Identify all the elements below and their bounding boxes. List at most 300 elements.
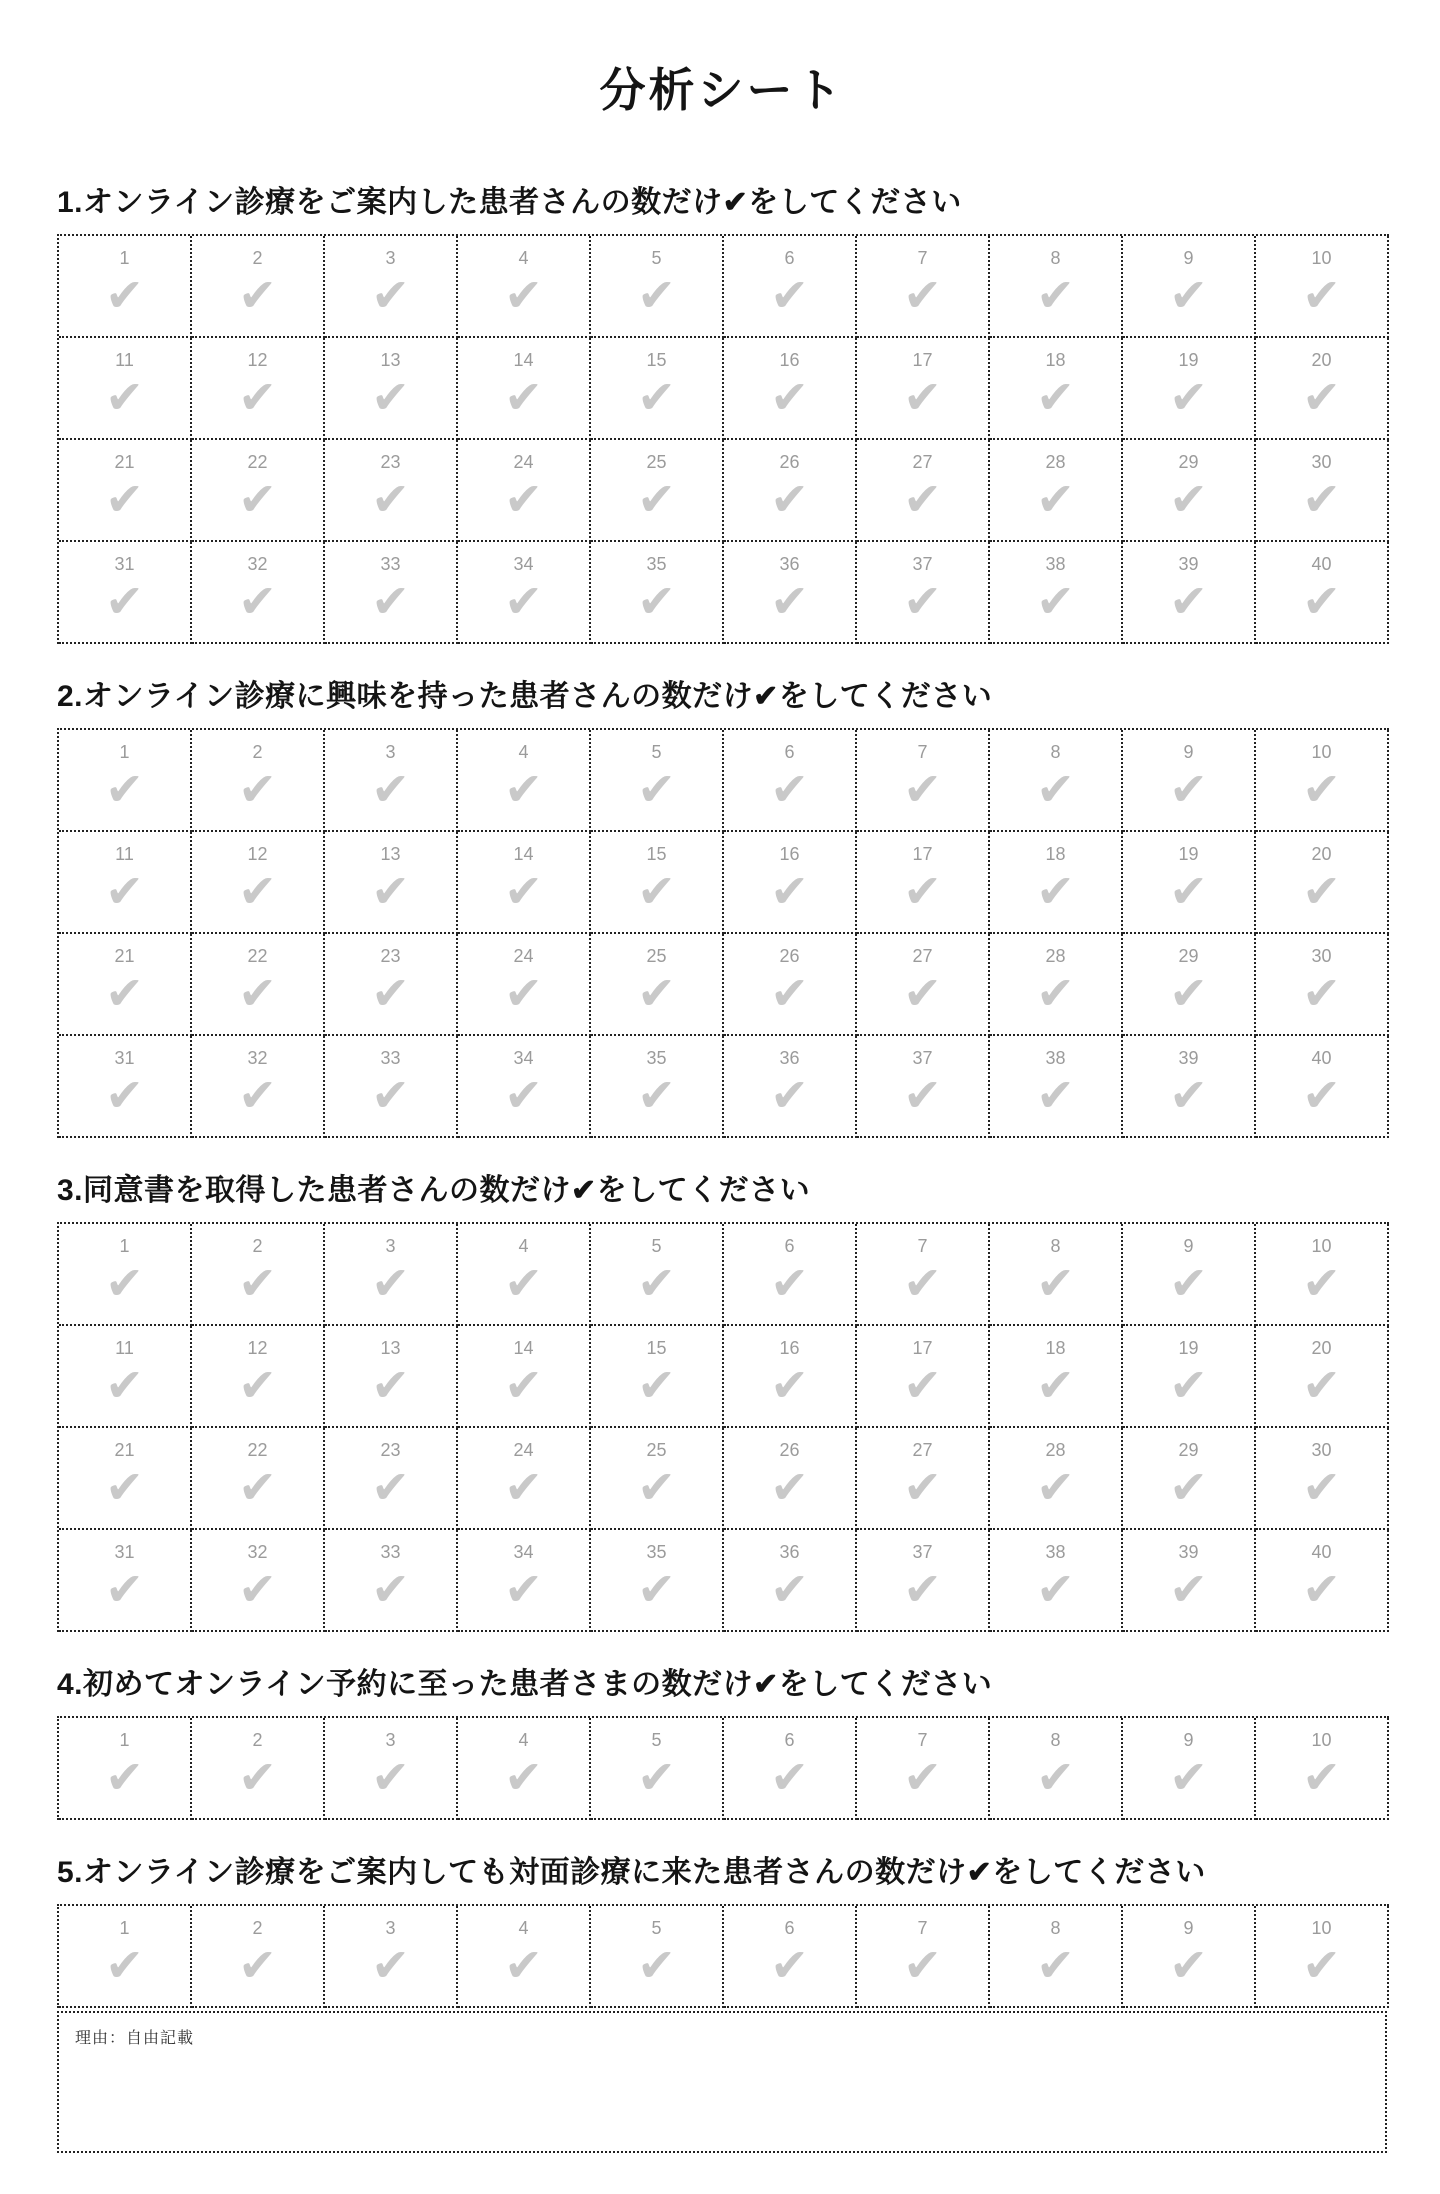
s2-check-cell-14[interactable] [458,832,591,934]
check-icon: ✔ [371,1257,410,1309]
s1-check-cell-24[interactable] [458,440,591,542]
s1-check-cell-19[interactable] [1123,338,1256,440]
cell-number: 9 [1183,1730,1194,1750]
s1-check-cell-23[interactable] [325,440,458,542]
cell-number: 16 [779,844,800,864]
s2-check-cell-19[interactable] [1123,832,1256,934]
cell-number: 13 [380,844,401,864]
s3-check-cell-19[interactable] [1123,1326,1256,1428]
check-icon: ✔ [903,1563,942,1615]
s3-check-cell-33[interactable] [325,1530,458,1632]
s2-check-cell-10[interactable] [1256,730,1389,832]
s2-check-cell-22[interactable] [192,934,325,1036]
cell-number: 27 [912,452,933,472]
s1-check-cell-20[interactable] [1256,338,1389,440]
s2-check-cell-27[interactable] [857,934,990,1036]
s1-check-cell-29[interactable] [1123,440,1256,542]
s1-check-cell-37[interactable] [857,542,990,644]
cell-number: 35 [646,1542,667,1562]
s3-check-cell-30[interactable] [1256,1428,1389,1530]
check-icon: ✔ [504,967,543,1019]
s1-check-cell-36[interactable] [724,542,857,644]
check-icon: ✔ [238,1563,277,1615]
cell-number: 7 [917,742,928,762]
check-icon: ✔ [637,967,676,1019]
s3-check-cell-11[interactable] [59,1326,192,1428]
cell-number: 8 [1050,742,1061,762]
cell-number: 22 [247,946,268,966]
cell-number: 12 [247,844,268,864]
check-icon: ✔ [770,1359,809,1411]
s1-check-cell-9[interactable] [1123,236,1256,338]
s1-check-cell-21[interactable] [59,440,192,542]
cell-number: 3 [385,742,396,762]
cell-number: 2 [252,1918,263,1938]
check-icon: ✔ [1302,473,1341,525]
cell-number: 28 [1045,946,1066,966]
cell-number: 17 [912,350,933,370]
s4-check-cell-3[interactable] [325,1718,458,1820]
page-title: 分析シート [599,64,845,116]
s1-check-cell-6[interactable] [724,236,857,338]
section-3 [57,1172,1387,1632]
cell-number: 1 [119,1730,130,1750]
s1-check-cell-32[interactable] [192,542,325,644]
s3-check-cell-35[interactable] [591,1530,724,1632]
check-icon: ✔ [1169,269,1208,321]
check-icon: ✔ [238,473,277,525]
s4-check-cell-6[interactable] [724,1718,857,1820]
s3-check-cell-22[interactable] [192,1428,325,1530]
s5-check-cell-2[interactable] [192,1906,325,2008]
check-icon: ✔ [903,473,942,525]
s2-check-cell-5[interactable] [591,730,724,832]
check-icon: ✔ [903,1461,942,1513]
cell-number: 40 [1311,1542,1332,1562]
check-icon: ✔ [105,1257,144,1309]
check-icon: ✔ [637,763,676,815]
check-icon: ✔ [371,1461,410,1513]
s1-check-cell-13[interactable] [325,338,458,440]
s2-check-cell-38[interactable] [990,1036,1123,1138]
check-icon: ✔ [770,1069,809,1121]
check-icon: ✔ [504,1069,543,1121]
s2-check-cell-40[interactable] [1256,1036,1389,1138]
s1-check-cell-31[interactable] [59,542,192,644]
s2-check-cell-31[interactable] [59,1036,192,1138]
check-icon: ✔ [504,865,543,917]
s1-check-cell-25[interactable] [591,440,724,542]
check-icon: ✔ [637,269,676,321]
cell-number: 15 [646,350,667,370]
s5-check-cell-1[interactable] [59,1906,192,2008]
cell-number: 40 [1311,1048,1332,1068]
cell-number: 35 [646,554,667,574]
s2-check-cell-30[interactable] [1256,934,1389,1036]
check-icon: ✔ [903,967,942,1019]
s1-check-cell-30[interactable] [1256,440,1389,542]
s1-check-cell-7[interactable] [857,236,990,338]
s2-check-cell-6[interactable] [724,730,857,832]
cell-number: 39 [1178,1048,1199,1068]
check-icon: ✔ [105,371,144,423]
check-icon: ✔ [1169,1069,1208,1121]
check-icon: ✔ [504,269,543,321]
s3-check-cell-2[interactable] [192,1224,325,1326]
check-icon: ✔ [371,1939,410,1991]
check-icon: ✔ [1302,1359,1341,1411]
cell-number: 6 [784,742,795,762]
s1-check-cell-28[interactable] [990,440,1123,542]
cell-number: 30 [1311,452,1332,472]
check-icon: ✔ [770,1751,809,1803]
check-icon: ✔ [1302,371,1341,423]
s5-check-cell-10[interactable] [1256,1906,1389,2008]
s2-check-cell-36[interactable] [724,1036,857,1138]
s5-check-cell-7[interactable] [857,1906,990,2008]
s1-check-cell-16[interactable] [724,338,857,440]
s4-check-cell-4[interactable] [458,1718,591,1820]
cell-number: 14 [513,1338,534,1358]
s3-check-cell-39[interactable] [1123,1530,1256,1632]
s1-check-cell-15[interactable] [591,338,724,440]
check-icon: ✔ [770,269,809,321]
cell-number: 3 [385,1918,396,1938]
s3-check-cell-8[interactable] [990,1224,1123,1326]
s1-check-cell-3[interactable] [325,236,458,338]
s2-check-cell-1[interactable] [59,730,192,832]
cell-number: 2 [252,1236,263,1256]
s1-check-cell-26[interactable] [724,440,857,542]
cell-number: 25 [646,1440,667,1460]
check-icon: ✔ [371,967,410,1019]
cell-number: 7 [917,1730,928,1750]
s3-check-cell-12[interactable] [192,1326,325,1428]
check-icon: ✔ [903,865,942,917]
s2-check-cell-8[interactable] [990,730,1123,832]
check-icon: ✔ [238,967,277,1019]
s2-check-cell-18[interactable] [990,832,1123,934]
cell-number: 12 [247,350,268,370]
cell-number: 11 [115,350,134,370]
s1-check-cell-4[interactable] [458,236,591,338]
check-icon: ✔ [504,1751,543,1803]
s2-check-cell-24[interactable] [458,934,591,1036]
s3-check-cell-25[interactable] [591,1428,724,1530]
s3-check-cell-3[interactable] [325,1224,458,1326]
cell-number: 24 [513,452,534,472]
s3-check-cell-4[interactable] [458,1224,591,1326]
cell-number: 31 [114,554,135,574]
check-icon: ✔ [105,1751,144,1803]
s2-check-cell-7[interactable] [857,730,990,832]
s2-check-cell-32[interactable] [192,1036,325,1138]
s1-check-cell-11[interactable] [59,338,192,440]
s1-check-cell-40[interactable] [1256,542,1389,644]
s2-check-cell-3[interactable] [325,730,458,832]
s2-check-cell-26[interactable] [724,934,857,1036]
s1-check-cell-10[interactable] [1256,236,1389,338]
s4-check-cell-10[interactable] [1256,1718,1389,1820]
check-icon: ✔ [238,763,277,815]
s2-check-cell-11[interactable] [59,832,192,934]
cell-number: 5 [651,1730,662,1750]
s1-check-cell-1[interactable] [59,236,192,338]
check-icon: ✔ [903,1069,942,1121]
s3-check-cell-38[interactable] [990,1530,1123,1632]
s2-check-cell-16[interactable] [724,832,857,934]
check-icon: ✔ [105,269,144,321]
section-4-heading: 4.初めてオンライン予約に至った患者さまの数だけ✔をしてください [57,1668,993,1701]
check-icon: ✔ [1302,575,1341,627]
s2-check-cell-9[interactable] [1123,730,1256,832]
s1-check-cell-5[interactable] [591,236,724,338]
s3-check-cell-13[interactable] [325,1326,458,1428]
cell-number: 37 [912,1542,933,1562]
s2-check-cell-20[interactable] [1256,832,1389,934]
s3-check-cell-31[interactable] [59,1530,192,1632]
cell-number: 12 [247,1338,268,1358]
cell-number: 33 [380,554,401,574]
s1-check-cell-17[interactable] [857,338,990,440]
check-icon: ✔ [1169,1257,1208,1309]
s3-check-cell-21[interactable] [59,1428,192,1530]
cell-number: 5 [651,248,662,268]
s3-check-cell-26[interactable] [724,1428,857,1530]
section-1-heading: 1.オンライン診療をご案内した患者さんの数だけ✔をしてください [57,186,962,219]
s5-check-cell-6[interactable] [724,1906,857,2008]
s3-check-cell-1[interactable] [59,1224,192,1326]
cell-number: 1 [119,248,130,268]
check-icon: ✔ [238,1939,277,1991]
s4-check-cell-1[interactable] [59,1718,192,1820]
s3-check-cell-28[interactable] [990,1428,1123,1530]
section-5-check-grid [57,1904,1389,2008]
s5-check-cell-8[interactable] [990,1906,1123,2008]
check-icon: ✔ [504,763,543,815]
cell-number: 39 [1178,554,1199,574]
check-icon: ✔ [1036,967,1075,1019]
s3-check-cell-36[interactable] [724,1530,857,1632]
s1-check-cell-12[interactable] [192,338,325,440]
cell-number: 36 [779,554,800,574]
cell-number: 14 [513,844,534,864]
cell-number: 29 [1178,946,1199,966]
s1-check-cell-27[interactable] [857,440,990,542]
s2-check-cell-34[interactable] [458,1036,591,1138]
s2-check-cell-28[interactable] [990,934,1123,1036]
check-icon: ✔ [1169,1751,1208,1803]
section-3-heading: 3.同意書を取得した患者さんの数だけ✔をしてください [57,1174,811,1207]
check-icon: ✔ [504,1939,543,1991]
cell-number: 4 [518,1236,529,1256]
cell-number: 24 [513,1440,534,1460]
s3-check-cell-34[interactable] [458,1530,591,1632]
cell-number: 8 [1050,1730,1061,1750]
check-icon: ✔ [371,575,410,627]
check-icon: ✔ [238,371,277,423]
check-icon: ✔ [238,269,277,321]
section-2 [57,678,1387,1138]
s3-check-cell-18[interactable] [990,1326,1123,1428]
s4-check-cell-5[interactable] [591,1718,724,1820]
s3-check-cell-6[interactable] [724,1224,857,1326]
s2-check-cell-29[interactable] [1123,934,1256,1036]
check-icon: ✔ [637,1069,676,1121]
s3-check-cell-10[interactable] [1256,1224,1389,1326]
check-icon: ✔ [1036,575,1075,627]
s2-check-cell-37[interactable] [857,1036,990,1138]
check-icon: ✔ [1302,1461,1341,1513]
s2-check-cell-39[interactable] [1123,1036,1256,1138]
s2-check-cell-23[interactable] [325,934,458,1036]
check-icon: ✔ [371,1563,410,1615]
s2-check-cell-12[interactable] [192,832,325,934]
cell-number: 38 [1045,1048,1066,1068]
section-1-check-grid [57,234,1389,644]
s1-check-cell-35[interactable] [591,542,724,644]
s3-check-cell-7[interactable] [857,1224,990,1326]
check-icon: ✔ [105,1461,144,1513]
s1-check-cell-33[interactable] [325,542,458,644]
check-icon: ✔ [105,967,144,1019]
s2-check-cell-17[interactable] [857,832,990,934]
check-icon: ✔ [1302,1069,1341,1121]
cell-number: 16 [779,1338,800,1358]
check-icon: ✔ [637,1461,676,1513]
cell-number: 10 [1311,1918,1332,1938]
check-icon: ✔ [105,1939,144,1991]
s2-check-cell-33[interactable] [325,1036,458,1138]
check-icon: ✔ [105,473,144,525]
s3-check-cell-23[interactable] [325,1428,458,1530]
check-icon: ✔ [1302,1939,1341,1991]
s4-check-cell-2[interactable] [192,1718,325,1820]
check-icon: ✔ [770,1257,809,1309]
check-icon: ✔ [1169,575,1208,627]
cell-number: 8 [1050,1236,1061,1256]
check-icon: ✔ [770,1939,809,1991]
check-icon: ✔ [903,1751,942,1803]
check-icon: ✔ [1169,1359,1208,1411]
s2-check-cell-25[interactable] [591,934,724,1036]
check-icon: ✔ [105,1563,144,1615]
cell-number: 32 [247,554,268,574]
cell-number: 20 [1311,844,1332,864]
check-icon: ✔ [105,865,144,917]
check-icon: ✔ [1036,269,1075,321]
check-icon: ✔ [637,1751,676,1803]
s3-check-cell-16[interactable] [724,1326,857,1428]
cell-number: 5 [651,1918,662,1938]
s1-check-cell-18[interactable] [990,338,1123,440]
cell-number: 3 [385,248,396,268]
cell-number: 19 [1178,1338,1199,1358]
cell-number: 30 [1311,1440,1332,1460]
check-icon: ✔ [1036,763,1075,815]
cell-number: 35 [646,1048,667,1068]
cell-number: 24 [513,946,534,966]
check-icon: ✔ [903,371,942,423]
s2-check-cell-13[interactable] [325,832,458,934]
s5-check-cell-9[interactable] [1123,1906,1256,2008]
s2-check-cell-2[interactable] [192,730,325,832]
s1-check-cell-34[interactable] [458,542,591,644]
s1-check-cell-39[interactable] [1123,542,1256,644]
check-icon: ✔ [903,1359,942,1411]
s1-check-cell-22[interactable] [192,440,325,542]
s3-check-cell-15[interactable] [591,1326,724,1428]
cell-number: 19 [1178,350,1199,370]
s1-check-cell-8[interactable] [990,236,1123,338]
s3-check-cell-9[interactable] [1123,1224,1256,1326]
s1-check-cell-14[interactable] [458,338,591,440]
cell-number: 17 [912,1338,933,1358]
s3-check-cell-24[interactable] [458,1428,591,1530]
cell-number: 33 [380,1542,401,1562]
cell-number: 21 [114,946,135,966]
s1-check-cell-2[interactable] [192,236,325,338]
check-icon: ✔ [1302,1563,1341,1615]
s3-check-cell-32[interactable] [192,1530,325,1632]
s5-check-cell-3[interactable] [325,1906,458,2008]
cell-number: 9 [1183,1236,1194,1256]
s3-check-cell-20[interactable] [1256,1326,1389,1428]
s2-check-cell-35[interactable] [591,1036,724,1138]
check-icon: ✔ [371,1359,410,1411]
cell-number: 9 [1183,742,1194,762]
cell-number: 10 [1311,1236,1332,1256]
cell-number: 5 [651,1236,662,1256]
cell-number: 4 [518,248,529,268]
cell-number: 25 [646,946,667,966]
cell-number: 19 [1178,844,1199,864]
section-1 [57,184,1387,644]
check-icon: ✔ [371,1069,410,1121]
s3-check-cell-29[interactable] [1123,1428,1256,1530]
s3-check-cell-17[interactable] [857,1326,990,1428]
reason-free-text-area[interactable] [57,2011,1387,2153]
check-icon: ✔ [1036,371,1075,423]
s4-check-cell-7[interactable] [857,1718,990,1820]
s3-check-cell-37[interactable] [857,1530,990,1632]
check-icon: ✔ [637,1359,676,1411]
cell-number: 34 [513,554,534,574]
s5-check-cell-4[interactable] [458,1906,591,2008]
cell-number: 34 [513,1542,534,1562]
s2-check-cell-4[interactable] [458,730,591,832]
check-icon: ✔ [637,1257,676,1309]
s4-check-cell-8[interactable] [990,1718,1123,1820]
s3-check-cell-14[interactable] [458,1326,591,1428]
check-icon: ✔ [1169,473,1208,525]
check-icon: ✔ [1036,1069,1075,1121]
s2-check-cell-21[interactable] [59,934,192,1036]
s4-check-cell-9[interactable] [1123,1718,1256,1820]
s2-check-cell-15[interactable] [591,832,724,934]
check-icon: ✔ [371,865,410,917]
cell-number: 9 [1183,248,1194,268]
check-icon: ✔ [371,1751,410,1803]
s3-check-cell-40[interactable] [1256,1530,1389,1632]
s1-check-cell-38[interactable] [990,542,1123,644]
s3-check-cell-27[interactable] [857,1428,990,1530]
check-icon: ✔ [105,1359,144,1411]
s3-check-cell-5[interactable] [591,1224,724,1326]
s5-check-cell-5[interactable] [591,1906,724,2008]
check-icon: ✔ [903,269,942,321]
check-icon: ✔ [1169,763,1208,815]
